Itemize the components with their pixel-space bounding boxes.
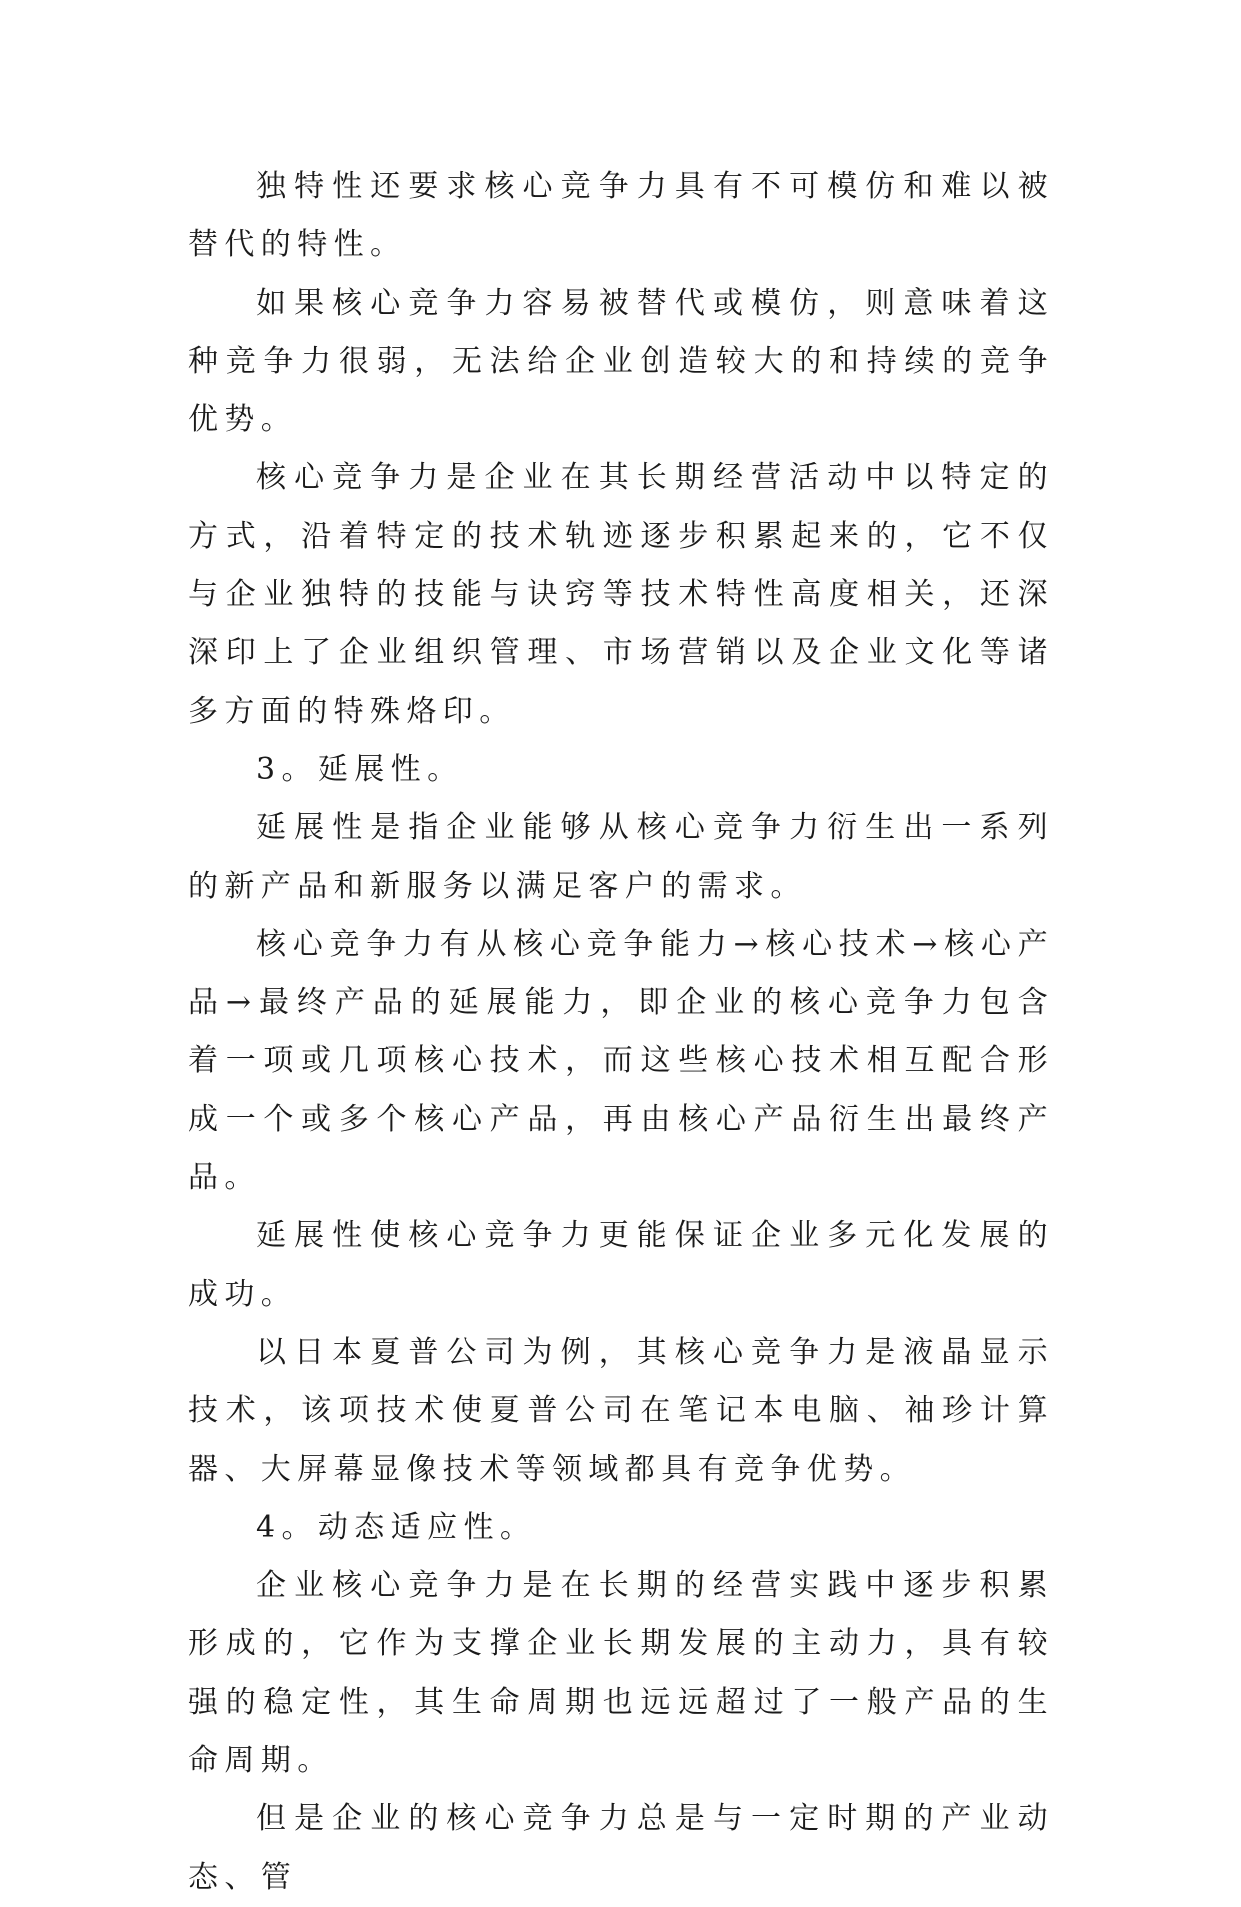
paragraph-7: 以日本夏普公司为例，其核心竞争力是液晶显示技术，该项技术使夏普公司在笔记本电脑、袖珍计算器、大屏幕显像技术等领域都具有竞争优势。: [188, 1334, 1054, 1487]
paragraph-6: 延展性使核心竞争力更能保证企业多元化发展的成功。: [188, 1218, 1054, 1312]
paragraph-9: 但是企业的核心竞争力总是与一定时期的产业动态、管: [188, 1801, 1054, 1895]
section-heading-dynamic-adaptability: 4。动态适应性。: [256, 1509, 537, 1545]
paragraph-3: 核心竞争力是企业在其长期经营活动中以特定的方式，沿着特定的技术轨迹逐步积累起来的，它不仅与企业独特的技能与诀窍等技术特性高度相关，还深深印上了企业组织管理、市场营销以及企业文化等诸多方面的特殊烙印。: [188, 460, 1054, 729]
paragraph-8: 企业核心竞争力是在长期的经营实践中逐步积累形成的，它作为支撑企业长期发展的主动力，具有较强的稳定性，其生命周期也远远超过了一般产品的生命周期。: [188, 1568, 1054, 1779]
paragraph-4: 延展性是指企业能够从核心竞争力衍生出一系列的新产品和新服务以满足客户的需求。: [188, 810, 1054, 904]
document-body: [188, 158, 1054, 1907]
paragraph-5: 核心竞争力有从核心竞争能力→核心技术→核心产品→最终产品的延展能力，即企业的核心竞争力包含着一项或几项核心技术，而这些核心技术相互配合形成一个或多个核心产品，再由核心产品衍生出最终产品。: [188, 926, 1054, 1196]
paragraph-2: 如果核心竞争力容易被替代或模仿，则意味着这种竞争力很弱，无法给企业创造较大的和持续的竞争优势。: [188, 285, 1054, 438]
section-heading-extensibility: 3。延展性。: [256, 751, 464, 787]
paragraph-1: 独特性还要求核心竞争力具有不可模仿和难以被替代的特性。: [188, 169, 1054, 263]
